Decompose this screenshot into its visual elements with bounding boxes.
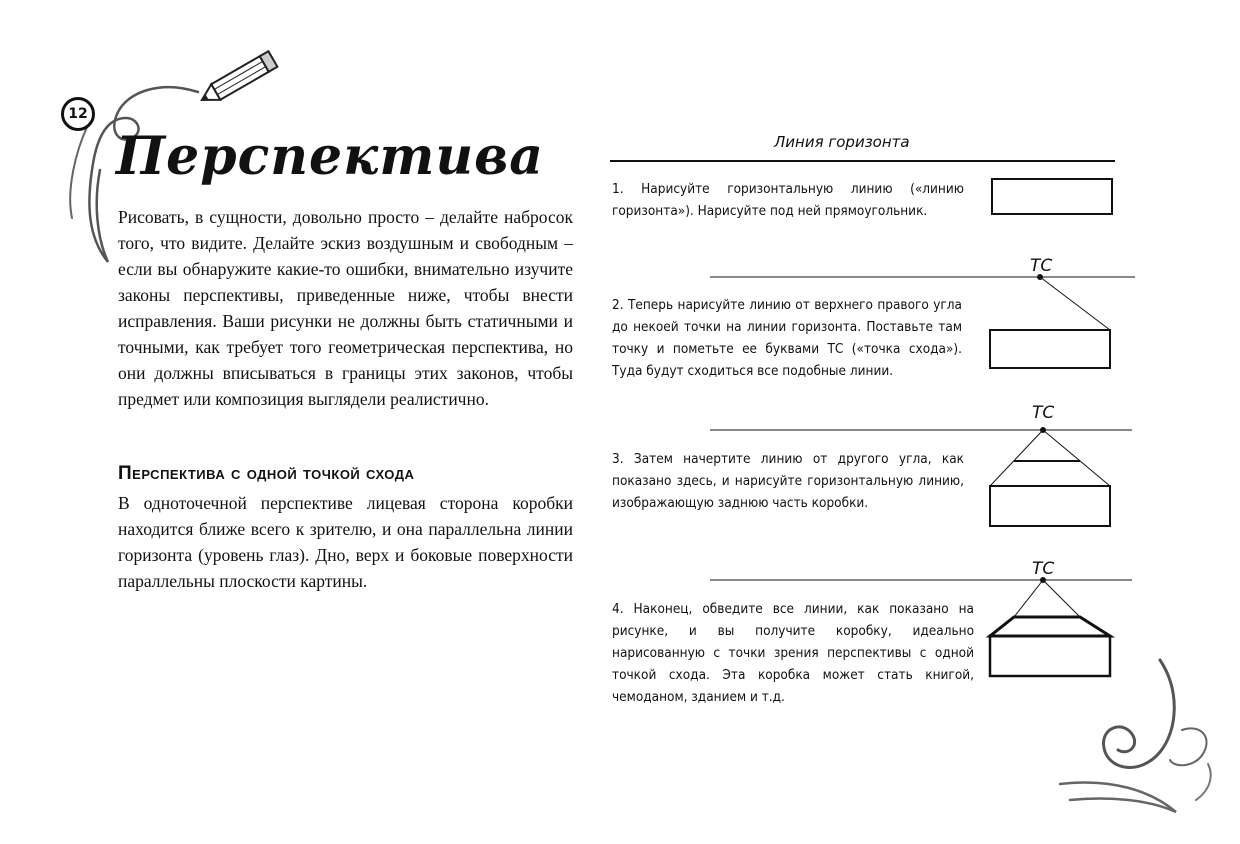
- pencil-icon: [197, 51, 277, 108]
- section-heading: Перспектива с одной точкой схода: [118, 463, 415, 484]
- section-paragraph: В одноточечной перспективе лицевая сторона коробки находится ближе всего к зрителю, и она параллельна линии горизонта (уровень глаз). Дно, верх и боковые поверхности параллельны плоскости картины.: [118, 493, 573, 591]
- step-2-text: 2. Теперь нарисуйте линию от верхнего правого угла до некоей точки на линии горизонта. Поставьте там точку и пометьте ее буквами ТС («точка схода»). Туда будут сходиться все подобные линии.: [612, 297, 962, 379]
- step-1-text: 1. Нарисуйте горизонтальную линию («линию горизонта»). Нарисуйте под ней прямоугольник.: [612, 181, 964, 219]
- intro-paragraph: Рисовать, в сущности, довольно просто – делайте набросок того, что видите. Делайте эскиз воздушным и свободным – если вы обнаружите какие-то ошибки, внимательно изучите законы перспективы, приведенные ниже, чтобы внести исправления. Ваши рисунки не должны быть статичными и точными, как требует того геометрическая перспектива, но они должны вписываться в границы этих законов, чтобы предмет или композиция выглядели реалистично.: [118, 207, 573, 409]
- page-title: Перспектива: [116, 126, 544, 187]
- step4-box: [990, 636, 1110, 676]
- step1-box: [992, 179, 1112, 214]
- page-number: 12: [61, 97, 95, 131]
- step-3-text: 3. Затем начертите линию от другого угла, как показано здесь, и нарисуйте горизонтальную линию, изображающую заднюю часть коробки.: [612, 451, 964, 511]
- vanishing-point-label: ТС: [1032, 559, 1055, 579]
- vanishing-point-label: ТС: [1032, 403, 1055, 423]
- step3-box: [990, 486, 1110, 526]
- swirl-ornament-bottom: [1104, 660, 1175, 767]
- diagram-title: Линия горизонта: [774, 133, 910, 151]
- step2-box: [990, 330, 1110, 368]
- step-4-text: 4. Наконец, обведите все линии, как показано на рисунке, и вы получите коробку, идеально нарисованную с точки зрения перспективы с одной точкой схода. Эта коробка может стать книгой, чемоданом, зданием и т.д.: [612, 601, 974, 705]
- vanishing-point-label: ТС: [1030, 256, 1053, 276]
